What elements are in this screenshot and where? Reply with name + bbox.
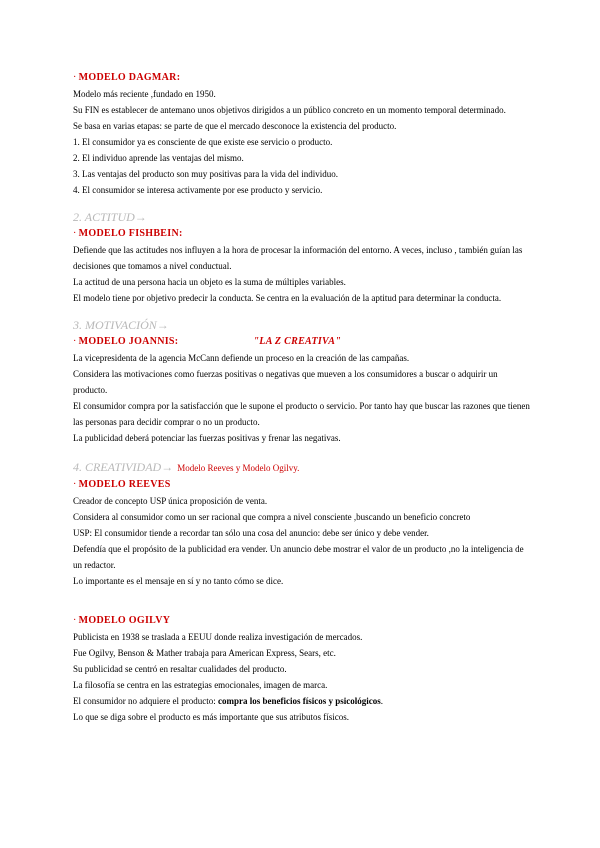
joannis-line: La publicidad deberá potenciar las fuerzas positivas y frenar las negativas. — [73, 433, 341, 443]
dagmar-heading — [73, 70, 533, 86]
fishbein-line: Defiende que las actitudes nos influyen a la hora de procesar la información del entorno. A veces, incluso , también guían las decisiones que tomamos a nivel conductual. — [73, 245, 523, 271]
ogilvy-heading — [73, 613, 533, 629]
ogilvy-line: Publicista en 1938 se traslada a EEUU donde realiza investigación de mercados. — [73, 632, 363, 642]
section-title-text: 3. MOTIVACIÓN — [73, 318, 157, 332]
arrow-icon: → — [134, 210, 147, 224]
reeves-title: MODELO REEVES — [78, 479, 171, 490]
dagmar-line: Su FIN es establecer de antemano unos objetivos dirigidos a un público concreto en un momento temporal determinado. — [73, 105, 506, 115]
document-content — [73, 70, 533, 725]
dagmar-line: 3. Las ventajas del producto son muy positivas para la vida del individuo. — [73, 169, 338, 179]
ogilvy-last-prefix: El consumidor no adquiere el producto: — [73, 696, 218, 706]
joannis-tagline: "LA Z CREATIVA" — [253, 336, 342, 347]
section-title-text: 4. CREATIVIDAD — [73, 460, 162, 474]
ogilvy-line: Fue Ogilvy, Benson & Mather trabaja para American Express, Sears, etc. — [73, 648, 336, 658]
ogilvy-line: Su publicidad se centró en resaltar cualidades del producto. — [73, 664, 287, 674]
joannis-line: La vicepresidenta de la agencia McCann defiende un proceso en la creación de las campañas. — [73, 353, 410, 363]
reeves-line: Defendía que el propósito de la publicidad era vender. Un anuncio debe mostrar el valor de un producto ,no la inteligencia de un redactor. — [73, 544, 524, 570]
fishbein-title: MODELO FISHBEIN: — [78, 228, 183, 239]
ogilvy-title: MODELO OGILVY — [78, 615, 171, 626]
bullet-dot: · — [73, 228, 77, 239]
ogilvy-last-suffix: . — [380, 696, 383, 706]
arrow-icon: → — [161, 460, 174, 474]
reeves-line: Considera al consumidor como un ser racional que compra a nivel consciente ,buscando un beneficio concreto — [73, 512, 471, 522]
reeves-line: Creador de concepto USP única proposición de venta. — [73, 496, 268, 506]
fishbein-heading — [73, 226, 533, 242]
bullet-dot: · — [73, 615, 77, 626]
section-title-creatividad — [73, 458, 533, 477]
bullet-dot: · — [73, 336, 77, 347]
joannis-line: Considera las motivaciones como fuerzas positivas o negativas que mueven a los consumidores a buscar o adquirir un producto. — [73, 369, 498, 395]
ogilvy-line — [73, 693, 533, 709]
ogilvy-line: La filosofía se centra en las estrategias emocionales, imagen de marca. — [73, 680, 328, 690]
joannis-heading — [73, 334, 533, 350]
dagmar-line: 1. El consumidor ya es consciente de que existe ese servicio o producto. — [73, 137, 333, 147]
section-title-text: 2. ACTITUD — [73, 210, 135, 224]
reeves-line: USP: El consumidor tiende a recordar tan sólo una cosa del anuncio: debe ser único y debe vender. — [73, 528, 429, 538]
reeves-heading — [73, 477, 533, 493]
reeves-line: Lo importante es el mensaje en sí y no tanto cómo se dice. — [73, 576, 284, 586]
dagmar-line: 4. El consumidor se interesa activamente por ese producto y servicio. — [73, 185, 323, 195]
dagmar-title: MODELO DAGMAR: — [78, 72, 181, 83]
joannis-line: El consumidor compra por la satisfacción que le supone el producto o servicio. Por tanto hay que buscar las razones que tienen las personas para decidir comprar o no un producto. — [73, 401, 530, 427]
creatividad-models: Modelo Reeves y Modelo Ogilvy. — [177, 463, 300, 473]
fishbein-line: La actitud de una persona hacia un objeto es la suma de múltiples variables. — [73, 277, 346, 287]
dagmar-line: Modelo más reciente ,fundado en 1950. — [73, 89, 216, 99]
bullet-dot: · — [73, 479, 77, 490]
fishbein-line: El modelo tiene por objetivo predecir la conducta. Se centra en la evaluación de la aptitud para determinar la conducta. — [73, 293, 502, 303]
ogilvy-last-bold: compra los beneficios físicos y psicológicos — [217, 696, 381, 706]
dagmar-line: Se basa en varias etapas: se parte de que el mercado desconoce la existencia del producto. — [73, 121, 397, 131]
section-title-motivacion — [73, 316, 533, 334]
joannis-title: MODELO JOANNIS: — [78, 336, 179, 347]
ogilvy-line: Lo que se diga sobre el producto es más importante que sus atributos físicos. — [73, 712, 349, 722]
bullet-dot: · — [73, 72, 77, 83]
dagmar-line: 2. El individuo aprende las ventajas del mismo. — [73, 153, 244, 163]
section-title-actitud — [73, 208, 533, 226]
arrow-icon: → — [156, 318, 169, 332]
